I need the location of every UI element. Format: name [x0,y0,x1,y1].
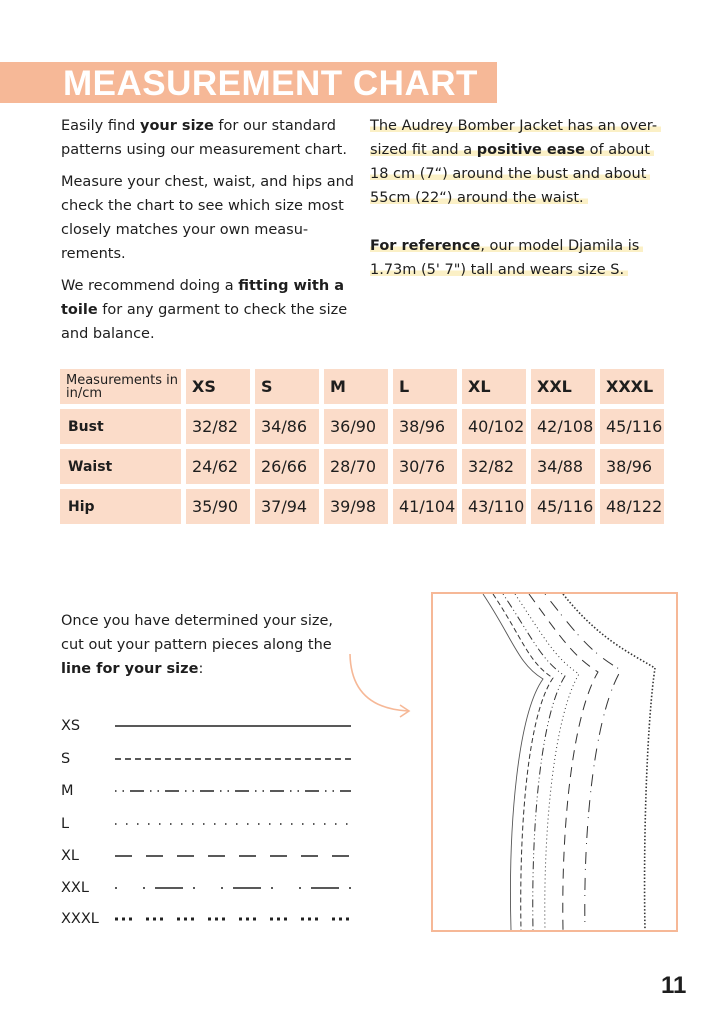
legend-size-label: M [61,783,74,799]
legend-item-m [61,781,361,801]
size-header: XXXL [600,369,664,404]
fit-note [370,114,670,282]
text: Easily find [61,118,140,134]
bold-text: positive ease [476,142,586,158]
legend-item-l [61,814,361,834]
intro-paragraph-3 [61,274,361,346]
size-header: XL [462,369,526,404]
table-cell: 37/94 [255,489,319,524]
legend-size-label: XXXL [61,911,99,927]
size-header: S [255,369,319,404]
table-cell: 45/116 [600,409,664,444]
table-cell: 28/70 [324,449,388,484]
text: , our model Djamila is 1.73m (5' 7") tall and wears size S. [370,238,640,278]
table-cell: 42/108 [531,409,595,444]
triple-dot-line-icon [115,913,359,925]
text: for any garment to check the size and balance. [61,302,348,342]
table-corner-label: Measurements in in/cm [60,369,181,404]
table-cell: 34/88 [531,449,595,484]
intro-text [61,114,361,354]
intro-paragraph-1 [61,114,361,162]
text: We recommend doing a [61,278,239,294]
bold-text: fitting with a toile [61,278,344,318]
size-header: XXL [531,369,595,404]
solid-line-icon [115,720,355,732]
size-header: M [324,369,388,404]
table-row [60,449,669,484]
bold-text: For reference [370,238,481,254]
curved-arrow-icon [345,650,415,720]
bold-text: line for your size [61,661,199,677]
legend-size-label: L [61,816,70,832]
dot-dot-dash-line-icon [115,785,355,797]
pattern-lines-drawing [433,594,676,930]
dot-long-dash-line-icon [115,882,355,894]
fit-paragraph-1 [370,114,670,210]
legend-size-label: XS [61,718,81,734]
table-cell: 24/62 [186,449,250,484]
table-header-row [60,369,669,404]
size-header: L [393,369,457,404]
table-cell: 30/76 [393,449,457,484]
table-cell: 36/90 [324,409,388,444]
legend-size-label: S [61,751,71,767]
table-cell: 32/82 [186,409,250,444]
fit-paragraph-2 [370,234,670,282]
intro-paragraph-2: Measure your chest, waist, and hips and check the chart to see which size most closely matches your own measu-rements. [61,174,354,262]
text: for our standard patterns using our measurement chart. [61,118,347,158]
table-row [60,409,669,444]
table-cell: 48/122 [600,489,664,524]
page-title: MEASUREMENT CHART [63,64,478,103]
table-cell: 38/96 [600,449,664,484]
table-cell: 32/82 [462,449,526,484]
legend-size-label: XL [61,848,80,864]
table-cell: 26/66 [255,449,319,484]
table-cell: 43/110 [462,489,526,524]
dashed-line-icon [115,753,355,765]
long-dash-line-icon [115,850,355,862]
text: of about 18 cm (7“) around the bust and about 55cm (22“) around the waist. [370,142,651,206]
page-number: 11 [661,972,687,999]
row-label: Hip [60,489,181,524]
pattern-piece-illustration [431,592,678,932]
bold-text: your size [140,118,214,134]
text: : [198,661,204,677]
table-cell: 45/116 [531,489,595,524]
table-cell: 40/102 [462,409,526,444]
legend-item-xxxl [61,909,361,929]
legend-size-label: XXL [61,880,89,896]
row-label: Waist [60,449,181,484]
dotted-line-icon [115,818,355,830]
table-cell: 39/98 [324,489,388,524]
highlighted-text [370,238,643,278]
table-cell: 35/90 [186,489,250,524]
text: Once you have determined your size, cut out your pattern pieces along the [61,613,333,653]
table-cell: 41/104 [393,489,457,524]
legend-item-xxl [61,878,361,898]
legend-item-xs [61,716,361,736]
cutting-instructions [61,609,351,681]
row-label: Bust [60,409,181,444]
measurement-table [60,369,669,529]
legend-item-xl [61,846,361,866]
highlighted-text [370,118,661,206]
table-cell: 38/96 [393,409,457,444]
size-header: XS [186,369,250,404]
legend-item-s [61,749,361,769]
table-row [60,489,669,524]
text: The Audrey Bomber Jacket has an over-sized fit and a [370,118,658,158]
table-cell: 34/86 [255,409,319,444]
